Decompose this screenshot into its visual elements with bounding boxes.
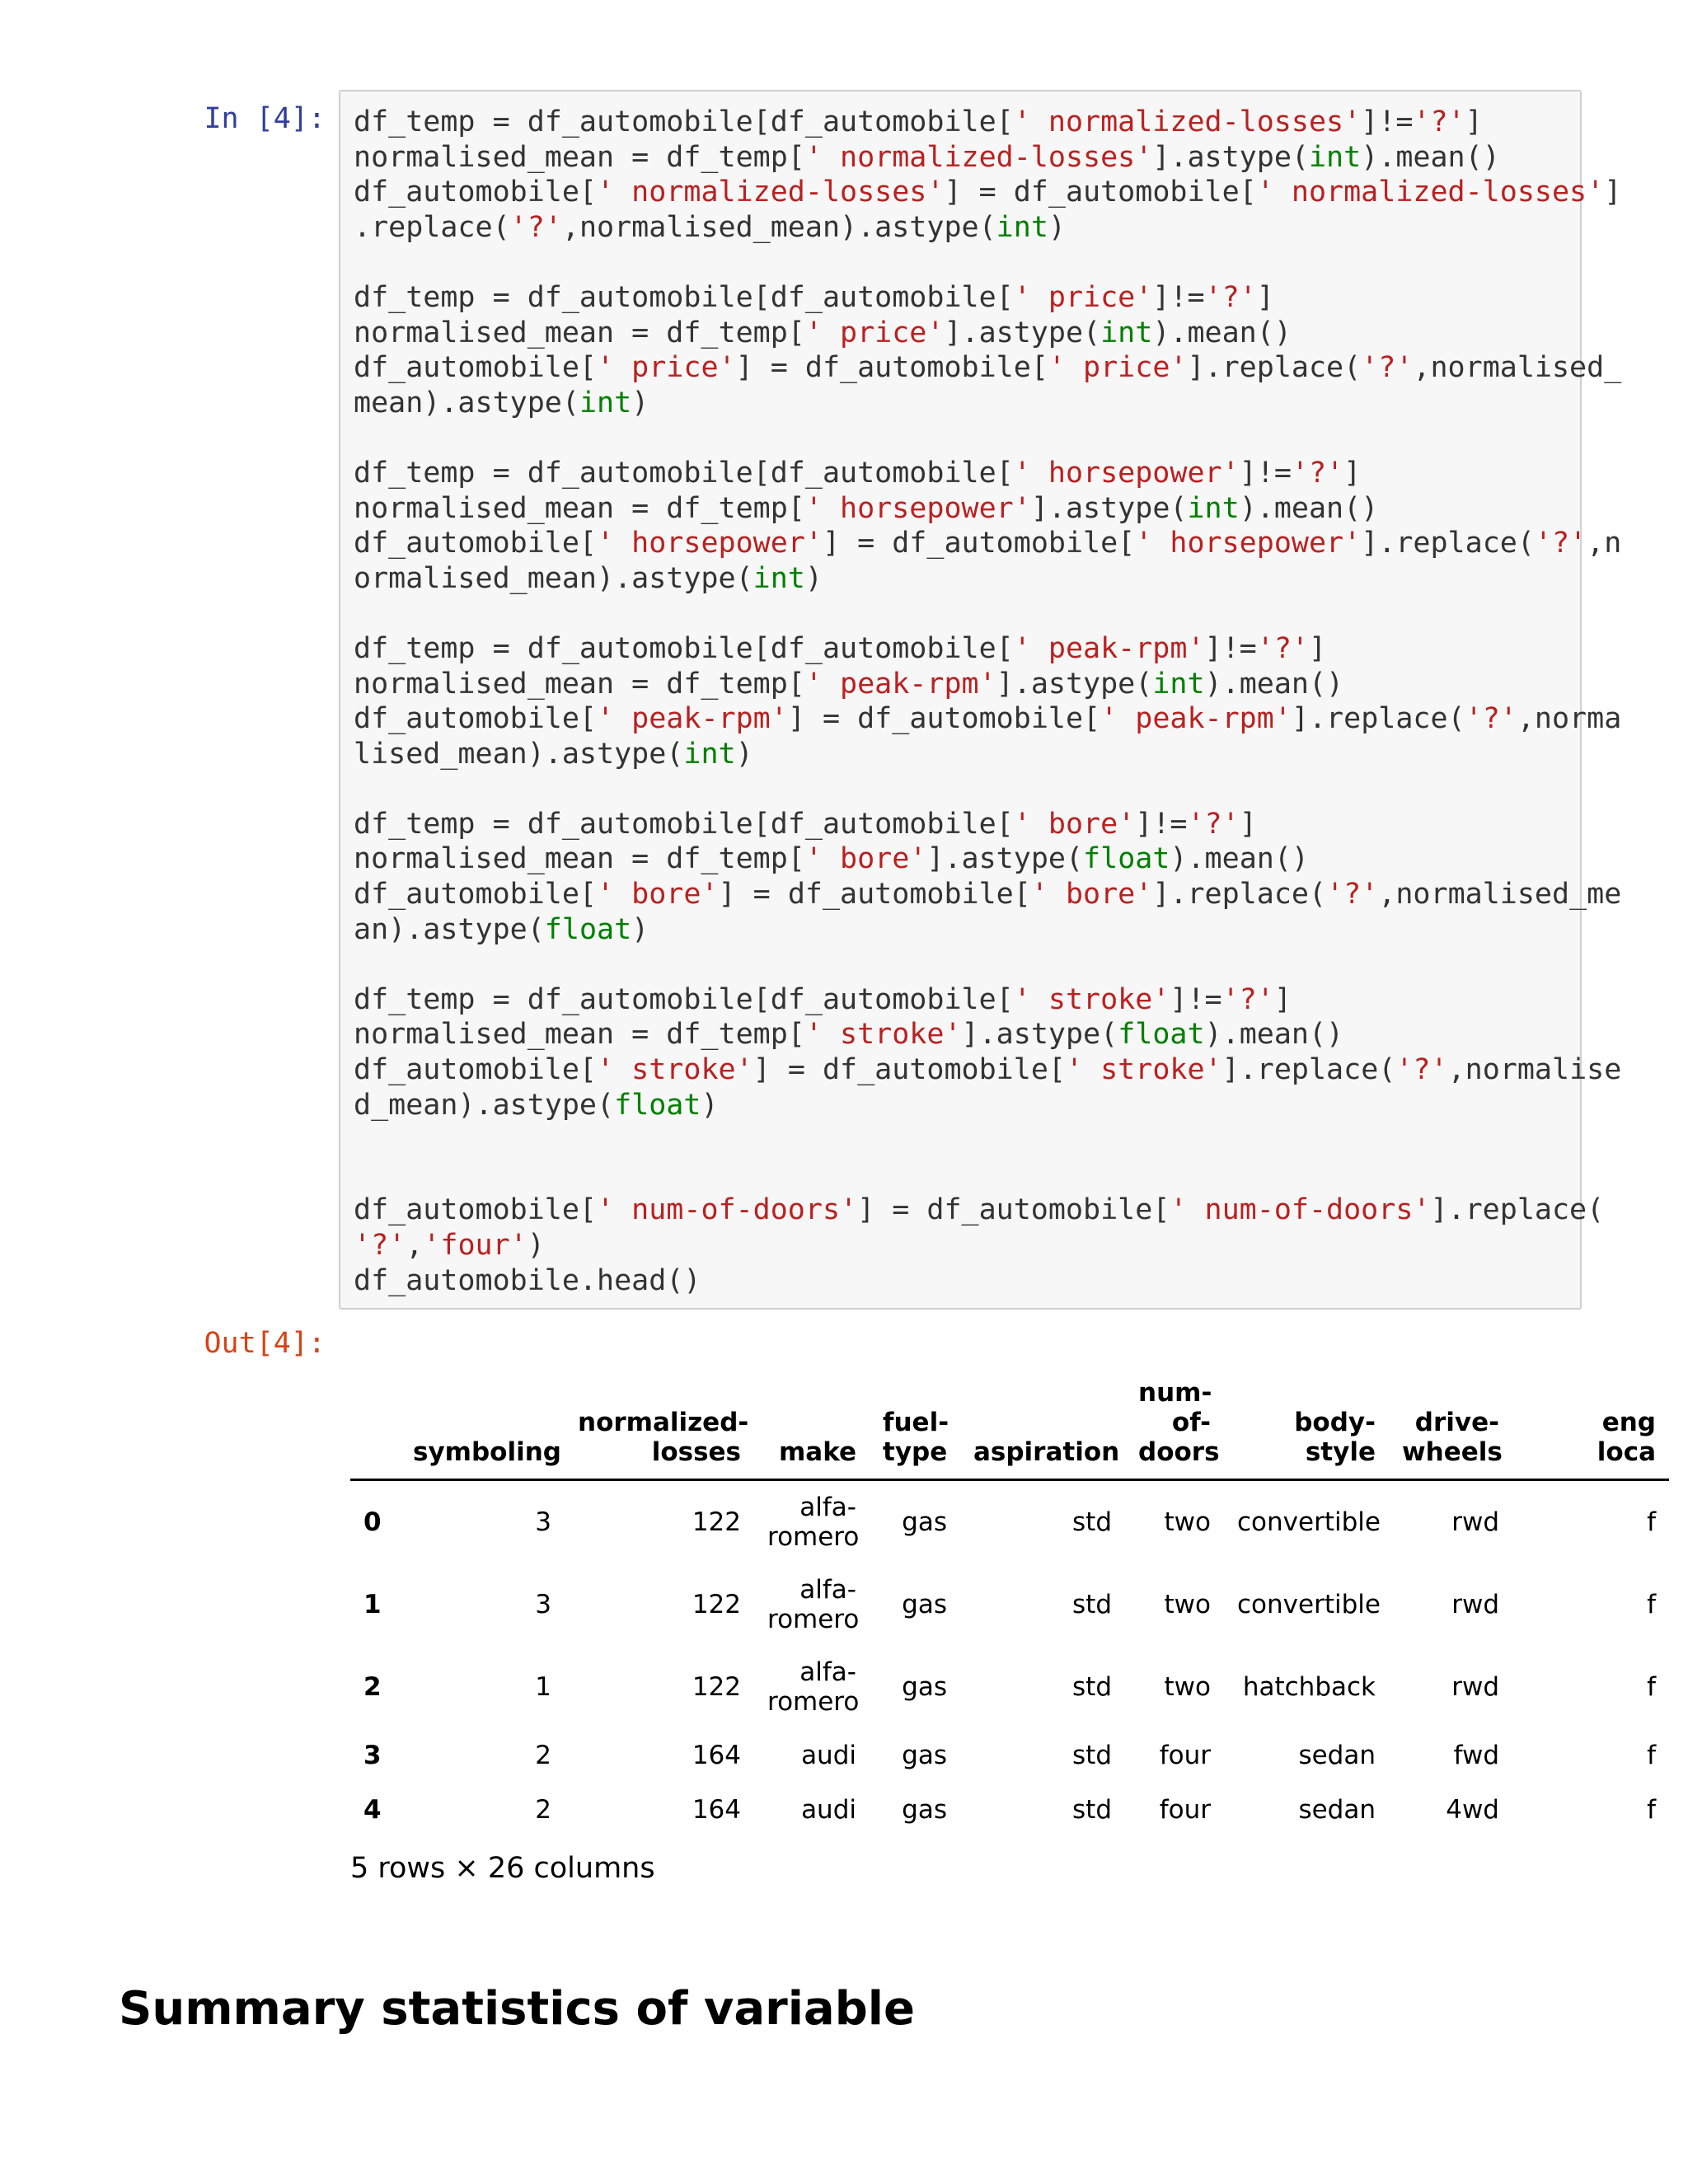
code-token: ,normalised_: [1413, 351, 1622, 385]
code-token: ,normalise: [1447, 1053, 1622, 1087]
code-token: ].astype(: [1152, 140, 1309, 174]
table-row: [350, 1480, 1669, 1564]
table-cell: two: [1164, 1672, 1211, 1702]
table-cell: 1: [535, 1672, 551, 1702]
table-cell: rwd: [1451, 1672, 1499, 1702]
code-editor[interactable]: [354, 105, 1621, 1298]
table-cell: alfa- romero: [767, 1657, 860, 1717]
code-token: an).astype(: [354, 912, 545, 946]
builtin-token: float: [544, 912, 632, 946]
string-token: ' price': [597, 351, 736, 385]
code-token: ): [804, 561, 823, 595]
table-cell: 122: [692, 1672, 741, 1702]
string-token: '?': [354, 1229, 406, 1262]
table-cell: 122: [692, 1590, 741, 1619]
builtin-token: int: [996, 210, 1048, 244]
string-token: '?': [1413, 105, 1465, 138]
code-token: ): [631, 912, 649, 946]
code-token: normalised_mean = df_temp[: [354, 842, 805, 876]
code-line: [354, 738, 753, 771]
column-header: aspiration: [960, 1360, 1125, 1480]
table-cell: std: [1072, 1507, 1112, 1537]
code-token: ).mean(): [1239, 491, 1379, 525]
table-cell: 4wd: [1446, 1795, 1499, 1825]
code-line: [354, 281, 1274, 314]
string-token: ' horsepower': [1013, 456, 1240, 490]
code-token: ]: [1465, 105, 1483, 138]
row-index: 1: [363, 1590, 382, 1619]
string-token: ' price': [1013, 280, 1153, 314]
table-cell: rwd: [1451, 1507, 1499, 1537]
string-token: ' bore': [1030, 878, 1153, 912]
string-token: ' num-of-doors': [1170, 1193, 1431, 1227]
table-cell: four: [1159, 1795, 1211, 1825]
string-token: '?': [1187, 807, 1240, 841]
code-token: lised_mean).astype(: [354, 737, 684, 771]
code-token: ,normalised_me: [1378, 878, 1622, 912]
code-line: [354, 562, 823, 595]
code-token: ).mean(): [1204, 1018, 1344, 1052]
string-token: '?': [1326, 878, 1379, 912]
code-token: ] = df_automobile[: [822, 527, 1136, 560]
code-line: [354, 1089, 719, 1122]
string-token: ' peak-rpm': [597, 702, 788, 736]
code-token: ]!=: [1239, 456, 1292, 490]
code-token: ] = df_automobile[: [787, 702, 1101, 736]
code-token: ): [735, 737, 753, 771]
code-token: df_temp = df_automobile[df_automobile[: [354, 631, 1014, 665]
table-row: [350, 1783, 1669, 1837]
output-area: [350, 1360, 1656, 1825]
table-cell: audi: [801, 1795, 856, 1825]
code-token: ,: [406, 1229, 424, 1262]
string-token: ' stroke': [597, 1053, 753, 1087]
code-line: [354, 1264, 701, 1297]
table-cell: gas: [902, 1672, 947, 1702]
table-cell: audi: [801, 1741, 856, 1770]
builtin-token: int: [753, 561, 805, 595]
table-cell: gas: [902, 1590, 947, 1619]
code-token: ].astype(: [1030, 491, 1188, 525]
code-token: df_automobile[: [354, 1193, 598, 1227]
table-cell: f: [1647, 1507, 1656, 1537]
table-cell: 122: [692, 1507, 741, 1537]
builtin-token: float: [1118, 1018, 1205, 1052]
string-token: ' price': [804, 316, 945, 349]
code-token: ] = df_automobile[: [718, 878, 1031, 912]
code-token: ].replace(: [1291, 702, 1465, 736]
table-header-row: [350, 1360, 1669, 1480]
code-line: [354, 842, 1309, 875]
code-line: [354, 211, 1066, 244]
code-token: ).mean(): [1204, 667, 1344, 701]
code-line: [354, 632, 1326, 665]
code-token: ,n: [1587, 527, 1622, 560]
code-line: [354, 141, 1500, 174]
code-token: .replace(: [354, 210, 510, 244]
code-token: ): [1048, 210, 1066, 244]
string-token: ' horsepower': [597, 527, 823, 560]
string-token: 'four': [423, 1229, 528, 1262]
code-token: df_automobile[: [354, 878, 598, 912]
code-token: ] = df_automobile[: [857, 1193, 1170, 1227]
code-token: df_temp = df_automobile[df_automobile[: [354, 456, 1014, 490]
code-line: [354, 808, 1257, 841]
code-token: ): [631, 386, 649, 419]
code-line: [354, 668, 1343, 701]
column-header: eng loca: [1512, 1360, 1669, 1480]
dataframe-shape-note: 5 rows × 26 columns: [350, 1852, 655, 1885]
builtin-token: float: [614, 1088, 701, 1122]
output-prompt: Out[4]:: [204, 1327, 326, 1360]
string-token: ' horsepower': [804, 491, 1031, 525]
table-cell: alfa- romero: [767, 1493, 860, 1552]
table-cell: std: [1072, 1741, 1112, 1770]
code-token: df_temp = df_automobile[df_automobile[: [354, 105, 1014, 138]
table-cell: sedan: [1298, 1795, 1376, 1825]
code-token: ]!=: [1170, 982, 1222, 1016]
code-token: ): [527, 1229, 545, 1262]
code-token: ]!=: [1204, 631, 1257, 665]
string-token: ' peak-rpm': [804, 667, 996, 701]
code-line: [354, 913, 649, 946]
code-line: [354, 983, 1292, 1016]
string-token: '?': [1204, 280, 1257, 314]
table-cell: f: [1647, 1741, 1656, 1770]
code-line: [354, 351, 1621, 384]
string-token: ' bore': [597, 878, 719, 912]
code-token: df_temp = df_automobile[df_automobile[: [354, 982, 1014, 1016]
code-token: ].replace(: [1152, 878, 1327, 912]
table-cell: four: [1159, 1741, 1211, 1770]
input-prompt: In [4]:: [204, 102, 326, 135]
string-token: ' stroke': [804, 1018, 962, 1052]
table-cell: std: [1072, 1795, 1112, 1825]
builtin-token: int: [1152, 667, 1205, 701]
code-token: ].astype(: [996, 667, 1153, 701]
string-token: '?': [1221, 982, 1274, 1016]
code-token: ,normalised_mean).astype(: [561, 210, 996, 244]
code-line: [354, 1193, 1604, 1226]
table-cell: convertible: [1237, 1590, 1381, 1619]
code-token: normalised_mean = df_temp[: [354, 1018, 805, 1052]
string-token: ' bore': [804, 842, 927, 876]
string-token: ' normalized-losses': [1256, 176, 1605, 209]
builtin-token: int: [1308, 140, 1362, 174]
table-cell: convertible: [1237, 1507, 1381, 1537]
code-token: normalised_mean = df_temp[: [354, 667, 805, 701]
table-cell: f: [1647, 1590, 1656, 1619]
row-index: 4: [363, 1795, 382, 1825]
code-token: df_automobile[: [354, 176, 598, 209]
table-cell: f: [1647, 1795, 1656, 1825]
code-token: ]: [1256, 280, 1274, 314]
code-token: normalised_mean = df_temp[: [354, 316, 805, 349]
string-token: '?': [1291, 456, 1344, 490]
column-header: fuel- type: [870, 1360, 960, 1480]
code-line: [354, 105, 1483, 138]
table-row: [350, 1646, 1669, 1728]
code-token: ]: [1273, 982, 1292, 1016]
table-cell: 3: [535, 1590, 551, 1619]
code-token: mean).astype(: [354, 386, 579, 419]
column-header: body- style: [1224, 1360, 1389, 1480]
code-token: normalised_mean = df_temp[: [354, 140, 805, 174]
code-line: [354, 1053, 1621, 1086]
string-token: ' stroke': [1013, 982, 1170, 1016]
index-header: [350, 1360, 400, 1480]
table-cell: rwd: [1451, 1590, 1499, 1619]
table-cell: std: [1072, 1672, 1112, 1702]
table-cell: 2: [535, 1741, 551, 1770]
code-line: [354, 492, 1378, 525]
table-row: [350, 1563, 1669, 1646]
code-token: ].astype(: [944, 316, 1101, 349]
code-token: ).mean(): [1152, 316, 1292, 349]
string-token: '?': [1256, 631, 1309, 665]
code-token: d_mean).astype(: [354, 1088, 615, 1122]
table-cell: two: [1164, 1590, 1211, 1619]
table-cell: fwd: [1453, 1741, 1499, 1770]
column-header: num- of- doors: [1125, 1360, 1224, 1480]
code-token: ).mean(): [1361, 140, 1500, 174]
code-line: [354, 527, 1621, 560]
string-token: ' price': [1048, 351, 1188, 385]
code-token: ].replace(: [1430, 1193, 1605, 1227]
code-line: [354, 457, 1361, 490]
code-token: ].replace(: [1361, 527, 1535, 560]
code-token: ] = df_automobile[: [944, 176, 1257, 209]
code-token: ormalised_mean).astype(: [354, 561, 753, 595]
string-token: ' peak-rpm': [1013, 631, 1205, 665]
code-token: ]!=: [1152, 280, 1205, 314]
code-token: df_temp = df_automobile[df_automobile[: [354, 807, 1014, 841]
row-index: 0: [363, 1507, 382, 1537]
builtin-token: int: [579, 386, 632, 419]
string-token: '?': [1534, 527, 1587, 560]
column-header: symboling: [400, 1360, 565, 1480]
string-token: ' peak-rpm': [1100, 702, 1292, 736]
table-cell: std: [1072, 1590, 1112, 1619]
code-token: ]: [1604, 176, 1622, 209]
string-token: '?': [1361, 351, 1414, 385]
builtin-token: float: [1083, 842, 1170, 876]
row-index: 2: [363, 1672, 382, 1702]
string-token: ' normalized-losses': [597, 176, 945, 209]
table-cell: gas: [902, 1741, 947, 1770]
code-token: ]: [1343, 456, 1362, 490]
code-line: [354, 1018, 1343, 1051]
string-token: ' normalized-losses': [804, 140, 1153, 174]
string-token: '?': [509, 210, 562, 244]
code-line: [354, 878, 1621, 911]
code-line: [354, 176, 1621, 209]
table-cell: hatchback: [1242, 1672, 1376, 1702]
table-cell: 164: [692, 1795, 741, 1825]
table-cell: two: [1164, 1507, 1211, 1537]
table-cell: gas: [902, 1795, 947, 1825]
table-cell: gas: [902, 1507, 947, 1537]
string-token: '?': [1395, 1053, 1448, 1087]
column-header: make: [754, 1360, 870, 1480]
string-token: ' normalized-losses': [1013, 105, 1362, 138]
table-cell: alfa- romero: [767, 1575, 860, 1634]
table-cell: sedan: [1298, 1741, 1376, 1770]
section-heading: Summary statistics of variable: [119, 1982, 915, 2036]
code-token: normalised_mean = df_temp[: [354, 491, 805, 525]
table-row: [350, 1728, 1669, 1783]
string-token: ' bore': [1013, 807, 1136, 841]
code-token: ]!=: [1135, 807, 1188, 841]
code-token: df_automobile[: [354, 702, 598, 736]
code-token: df_automobile.head(): [354, 1263, 701, 1297]
code-token: ]: [1308, 631, 1327, 665]
code-token: ]: [1239, 807, 1257, 841]
code-line: [354, 316, 1292, 349]
row-index: 3: [363, 1741, 382, 1770]
table-cell: 3: [535, 1507, 551, 1537]
column-header: drive- wheels: [1389, 1360, 1512, 1480]
code-token: ].replace(: [1221, 1053, 1396, 1087]
string-token: '?': [1465, 702, 1517, 736]
dataframe-table: [350, 1360, 1669, 1837]
code-token: ] = df_automobile[: [753, 1053, 1066, 1087]
code-token: ): [701, 1088, 719, 1122]
code-line: [354, 1229, 545, 1262]
table-cell: 2: [535, 1795, 551, 1825]
code-token: ).mean(): [1170, 842, 1309, 876]
code-cell[interactable]: [339, 90, 1622, 1310]
code-line: [354, 387, 649, 419]
code-token: df_temp = df_automobile[df_automobile[: [354, 280, 1014, 314]
code-token: ,norma: [1517, 702, 1622, 736]
code-line: [354, 702, 1621, 735]
table-cell: 164: [692, 1741, 741, 1770]
builtin-token: int: [1100, 316, 1153, 349]
string-token: ' stroke': [1065, 1053, 1222, 1087]
column-header: normalized- losses: [565, 1360, 754, 1480]
builtin-token: int: [683, 737, 736, 771]
code-token: ].replace(: [1187, 351, 1362, 385]
code-token: df_automobile[: [354, 351, 598, 385]
string-token: ' num-of-doors': [597, 1193, 858, 1227]
string-token: ' horsepower': [1135, 527, 1362, 560]
table-cell: f: [1647, 1672, 1656, 1702]
code-token: df_automobile[: [354, 527, 598, 560]
code-token: ].astype(: [961, 1018, 1118, 1052]
code-token: df_automobile[: [354, 1053, 598, 1087]
code-token: ]!=: [1361, 105, 1414, 138]
builtin-token: int: [1187, 491, 1240, 525]
code-token: ].astype(: [926, 842, 1084, 876]
code-token: ] = df_automobile[: [735, 351, 1048, 385]
